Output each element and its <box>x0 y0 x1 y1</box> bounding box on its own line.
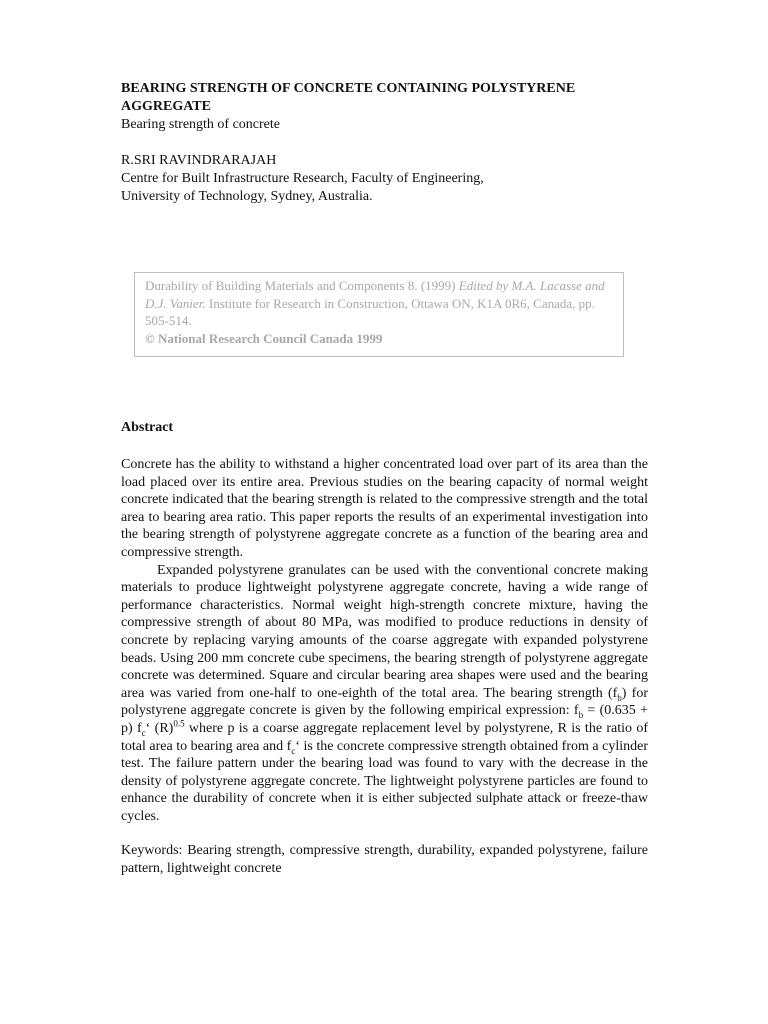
affiliation-line-2: University of Technology, Sydney, Australia. <box>121 189 373 204</box>
author-name: R.SRI RAVINDRARAJAH <box>121 153 277 168</box>
abstract-p2-text-6: ‘ is the concrete compressive strength obtained from a cylinder test. The failure pattern under the bearing load was found to vary with the decrease in the density of polystyrene aggregate concrete. The lightweight polystyrene particles are found to enhance the durability of concrete when it is either subjected sulphate attack or freeze-thaw cycles. <box>121 738 648 824</box>
abstract-p2-text-3: = (0.635 + p) f <box>121 703 648 736</box>
paper-header <box>121 80 651 206</box>
paper-title: BEARING STRENGTH OF CONCRETE CONTAINING POLYSTYRENE AGGREGATE <box>121 81 576 114</box>
abstract-paragraph-2 <box>121 562 648 826</box>
subscript-c-2: c <box>291 745 296 756</box>
subscript-b-1: b <box>617 692 622 703</box>
citation-copyright: © National Research Council Canada 1999 <box>145 330 383 346</box>
abstract-body <box>121 456 648 878</box>
abstract-p2-text-4: ‘ (R) <box>145 720 174 736</box>
abstract-paragraph-1: Concrete has the ability to withstand a higher concentrated load over part of its area than the load placed over its entire area. Previous studies on the bearing capacity of normal weight concrete indicated that the bearing strength is related to the compressive strength and the total area to bearing area ratio. This paper reports the results of an experimental investigation into the bearing strength of polystyrene aggregate concrete as a function of the bearing area and compressive strength. <box>121 457 648 560</box>
abstract-p2-text-2: ) for polystyrene aggregate concrete is given by the following empirical expression: f <box>121 685 648 719</box>
abstract-p2-text-5: where p is a coarse aggregate replacement level by polystyrene, R is the ratio of total area to bearing area and f <box>121 720 649 754</box>
subscript-c-1: c <box>141 727 146 738</box>
citation-box <box>134 272 624 357</box>
paper-subtitle: Bearing strength of concrete <box>121 117 280 132</box>
citation-publisher: Institute for Research in Construction, Ottawa ON, K1A 0R6, Canada, pp. 505-514. <box>145 295 595 328</box>
abstract-heading: Abstract <box>121 420 174 435</box>
citation-source: Durability of Building Materials and Components 8. (1999) <box>145 278 459 293</box>
keywords: Keywords: Bearing strength, compressive strength, durability, expanded polystyrene, failure pattern, lightweight concrete <box>121 843 648 877</box>
subscript-b-2: b <box>578 710 584 721</box>
abstract-p2-text-1: Expanded polystyrene granulates can be used with the conventional concrete making materials to produce lightweight polystyrene aggregate concrete, having a wide range of performance characteristics. Normal weight high-strength concrete mixture, having the compressive strength of about 80 MPa, was modified to produce reductions in density of concrete by replacing varying amounts of the coarse aggregate with expanded polystyrene beads. Using 200 mm concrete cube specimens, the bearing strength of polystyrene aggregate concrete was determined. Square and circular bearing area shapes were used and the bearing area was varied from one-half to one-eighth of the total area. The bearing strength (f <box>121 562 648 701</box>
affiliation-line-1: Centre for Built Infrastructure Research, Faculty of Engineering, <box>121 171 484 186</box>
exponent-0-5: 0.5 <box>173 718 185 729</box>
citation-editors: Edited by M.A. Lacasse and D.J. Vanier. <box>145 278 605 311</box>
